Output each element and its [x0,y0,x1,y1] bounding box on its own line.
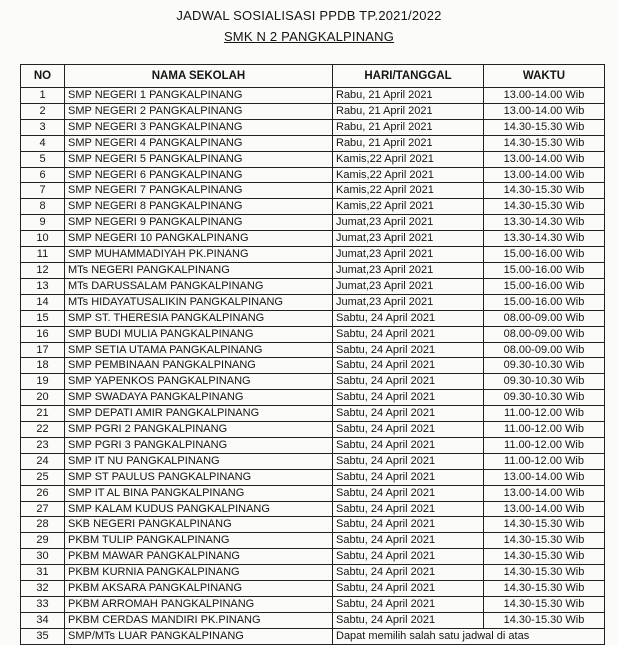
cell-nama-sekolah: SMP NEGERI 10 PANGKALPINANG [65,231,333,247]
cell-hari-tanggal: Sabtu, 24 April 2021 [333,374,484,390]
cell-waktu: 09.30-10.30 Wib [484,358,605,374]
cell-nama-sekolah: SMP NEGERI 1 PANGKALPINANG [65,88,333,104]
table-row [21,612,605,628]
cell-hari-tanggal: Kamis,22 April 2021 [333,183,484,199]
table-row [21,183,605,199]
table-row [21,278,605,294]
table-row [21,469,605,485]
cell-hari-tanggal: Rabu, 21 April 2021 [333,135,484,151]
cell-hari-tanggal: Sabtu, 24 April 2021 [333,342,484,358]
cell-no: 8 [21,199,65,215]
cell-nama-sekolah: SMP IT NU PANGKALPINANG [65,453,333,469]
cell-no: 15 [21,310,65,326]
cell-hari-tanggal: Sabtu, 24 April 2021 [333,533,484,549]
cell-hari-tanggal: Jumat,23 April 2021 [333,247,484,263]
table-body [21,88,605,645]
cell-hari-tanggal: Rabu, 21 April 2021 [333,88,484,104]
cell-no: 19 [21,374,65,390]
cell-waktu: 15.00-16.00 Wib [484,247,605,263]
table-row [21,453,605,469]
table-row [21,262,605,278]
cell-waktu: 11.00-12.00 Wib [484,437,605,453]
cell-no: 10 [21,231,65,247]
cell-no: 1 [21,88,65,104]
table-row [21,103,605,119]
cell-waktu: 14.30-15.30 Wib [484,549,605,565]
cell-nama-sekolah: SMP NEGERI 7 PANGKALPINANG [65,183,333,199]
cell-nama-sekolah: SMP NEGERI 5 PANGKALPINANG [65,151,333,167]
table-row [21,485,605,501]
cell-waktu: 13.30-14.30 Wib [484,231,605,247]
table-row [21,167,605,183]
cell-no: 6 [21,167,65,183]
cell-nama-sekolah: SMP KALAM KUDUS PANGKALPINANG [65,501,333,517]
table-row [21,199,605,215]
cell-no: 4 [21,135,65,151]
cell-waktu: 14.30-15.30 Wib [484,581,605,597]
table-row [21,358,605,374]
table-row [21,135,605,151]
cell-hari-tanggal: Sabtu, 24 April 2021 [333,565,484,581]
table-row [21,88,605,104]
cell-hari-tanggal: Sabtu, 24 April 2021 [333,485,484,501]
cell-nama-sekolah: SMP PEMBINAAN PANGKALPINANG [65,358,333,374]
header-hari-tanggal: HARI/TANGGAL [333,65,484,88]
cell-no: 28 [21,517,65,533]
cell-nama-sekolah: MTs HIDAYATUSALIKIN PANGKALPINANG [65,294,333,310]
cell-waktu: 11.00-12.00 Wib [484,406,605,422]
schedule-table [20,64,605,645]
cell-nama-sekolah: SMP BUDI MULIA PANGKALPINANG [65,326,333,342]
cell-no: 26 [21,485,65,501]
cell-no: 14 [21,294,65,310]
cell-waktu: 13.30-14.30 Wib [484,215,605,231]
cell-hari-tanggal: Sabtu, 24 April 2021 [333,422,484,438]
cell-hari-tanggal: Sabtu, 24 April 2021 [333,326,484,342]
cell-waktu: 14.30-15.30 Wib [484,612,605,628]
cell-hari-tanggal: Sabtu, 24 April 2021 [333,549,484,565]
cell-nama-sekolah: SMP IT AL BINA PANGKALPINANG [65,485,333,501]
cell-hari-tanggal: Sabtu, 24 April 2021 [333,310,484,326]
cell-no: 9 [21,215,65,231]
cell-no: 33 [21,597,65,613]
cell-hari-tanggal: Kamis,22 April 2021 [333,151,484,167]
cell-waktu: 13.00-14.00 Wib [484,103,605,119]
cell-hari-tanggal: Jumat,23 April 2021 [333,278,484,294]
table-row [21,310,605,326]
table-row [21,406,605,422]
cell-waktu: 08.00-09.00 Wib [484,310,605,326]
cell-hari-tanggal: Sabtu, 24 April 2021 [333,453,484,469]
cell-hari-tanggal: Jumat,23 April 2021 [333,262,484,278]
cell-waktu: 11.00-12.00 Wib [484,453,605,469]
cell-no: 17 [21,342,65,358]
cell-nama-sekolah: SMP/MTs LUAR PANGKALPINANG [65,628,333,644]
cell-hari-tanggal: Sabtu, 24 April 2021 [333,406,484,422]
cell-hari-tanggal: Sabtu, 24 April 2021 [333,581,484,597]
table-row [21,326,605,342]
cell-no: 20 [21,390,65,406]
table-row [21,533,605,549]
document-subtitle: SMK N 2 PANGKALPINANG [223,29,395,44]
cell-hari-tanggal: Sabtu, 24 April 2021 [333,469,484,485]
cell-nama-sekolah: SMP NEGERI 6 PANGKALPINANG [65,167,333,183]
cell-hari-tanggal: Sabtu, 24 April 2021 [333,358,484,374]
cell-nama-sekolah: SMP ST PAULUS PANGKALPINANG [65,469,333,485]
table-row [21,342,605,358]
table-row [21,517,605,533]
cell-no: 25 [21,469,65,485]
cell-no: 16 [21,326,65,342]
cell-waktu: 14.30-15.30 Wib [484,517,605,533]
cell-nama-sekolah: PKBM MAWAR PANGKALPINANG [65,549,333,565]
cell-waktu: 14.30-15.30 Wib [484,183,605,199]
cell-no: 7 [21,183,65,199]
cell-waktu: 15.00-16.00 Wib [484,278,605,294]
cell-nama-sekolah: SMP NEGERI 8 PANGKALPINANG [65,199,333,215]
cell-no: 21 [21,406,65,422]
table-row [21,501,605,517]
cell-waktu: 14.30-15.30 Wib [484,135,605,151]
cell-nama-sekolah: SMP SWADAYA PANGKALPINANG [65,390,333,406]
cell-nama-sekolah: SMP SETIA UTAMA PANGKALPINANG [65,342,333,358]
table-row [21,390,605,406]
table-row [21,581,605,597]
cell-waktu: 14.30-15.30 Wib [484,119,605,135]
cell-hari-tanggal: Rabu, 21 April 2021 [333,119,484,135]
cell-no: 22 [21,422,65,438]
table-row [21,549,605,565]
cell-hari-tanggal: Sabtu, 24 April 2021 [333,437,484,453]
cell-waktu: 11.00-12.00 Wib [484,422,605,438]
cell-waktu: 14.30-15.30 Wib [484,597,605,613]
cell-no: 5 [21,151,65,167]
cell-nama-sekolah: PKBM AKSARA PANGKALPINANG [65,581,333,597]
cell-no: 27 [21,501,65,517]
cell-no: 3 [21,119,65,135]
cell-hari-tanggal: Sabtu, 24 April 2021 [333,517,484,533]
cell-hari-tanggal: Kamis,22 April 2021 [333,199,484,215]
cell-nama-sekolah: SMP PGRI 3 PANGKALPINANG [65,437,333,453]
table-row [21,437,605,453]
cell-nama-sekolah: SMP YAPENKOS PANGKALPINANG [65,374,333,390]
table-row [21,247,605,263]
cell-waktu: 09.30-10.30 Wib [484,390,605,406]
cell-no: 30 [21,549,65,565]
cell-waktu: 15.00-16.00 Wib [484,294,605,310]
header-no: NO [21,65,65,88]
table-row [21,374,605,390]
cell-nama-sekolah: SMP NEGERI 3 PANGKALPINANG [65,119,333,135]
cell-waktu: 13.00-14.00 Wib [484,167,605,183]
cell-note: Dapat memilih salah satu jadwal di atas [333,628,605,644]
table-row [21,151,605,167]
cell-nama-sekolah: SMP DEPATI AMIR PANGKALPINANG [65,406,333,422]
cell-nama-sekolah: PKBM CERDAS MANDIRI PK.PINANG [65,612,333,628]
cell-nama-sekolah: SMP NEGERI 4 PANGKALPINANG [65,135,333,151]
cell-waktu: 08.00-09.00 Wib [484,326,605,342]
cell-hari-tanggal: Sabtu, 24 April 2021 [333,501,484,517]
cell-hari-tanggal: Jumat,23 April 2021 [333,294,484,310]
table-row [21,231,605,247]
cell-waktu: 15.00-16.00 Wib [484,262,605,278]
cell-hari-tanggal: Jumat,23 April 2021 [333,215,484,231]
table-row-last [21,628,605,644]
table-row [21,565,605,581]
cell-waktu: 09.30-10.30 Wib [484,374,605,390]
cell-no: 35 [21,628,65,644]
cell-no: 2 [21,103,65,119]
table-row [21,119,605,135]
cell-nama-sekolah: MTs NEGERI PANGKALPINANG [65,262,333,278]
cell-no: 32 [21,581,65,597]
cell-no: 18 [21,358,65,374]
cell-hari-tanggal: Kamis,22 April 2021 [333,167,484,183]
cell-hari-tanggal: Rabu, 21 April 2021 [333,103,484,119]
cell-waktu: 14.30-15.30 Wib [484,199,605,215]
cell-waktu: 13.00-14.00 Wib [484,469,605,485]
cell-nama-sekolah: SMP PGRI 2 PANGKALPINANG [65,422,333,438]
table-row [21,597,605,613]
cell-nama-sekolah: SMP ST. THERESIA PANGKALPINANG [65,310,333,326]
cell-no: 23 [21,437,65,453]
table-row [21,215,605,231]
cell-hari-tanggal: Sabtu, 24 April 2021 [333,390,484,406]
cell-waktu: 14.30-15.30 Wib [484,565,605,581]
cell-waktu: 13.00-14.00 Wib [484,485,605,501]
cell-nama-sekolah: SMP NEGERI 2 PANGKALPINANG [65,103,333,119]
cell-no: 24 [21,453,65,469]
cell-no: 13 [21,278,65,294]
cell-nama-sekolah: PKBM KURNIA PANGKALPINANG [65,565,333,581]
cell-no: 12 [21,262,65,278]
cell-nama-sekolah: SMP NEGERI 9 PANGKALPINANG [65,215,333,231]
cell-hari-tanggal: Sabtu, 24 April 2021 [333,612,484,628]
header-nama-sekolah: NAMA SEKOLAH [65,65,333,88]
cell-no: 11 [21,247,65,263]
cell-nama-sekolah: SMP MUHAMMADIYAH PK.PINANG [65,247,333,263]
cell-no: 29 [21,533,65,549]
cell-waktu: 14.30-15.30 Wib [484,533,605,549]
cell-hari-tanggal: Sabtu, 24 April 2021 [333,597,484,613]
cell-nama-sekolah: SKB NEGERI PANGKALPINANG [65,517,333,533]
cell-nama-sekolah: MTs DARUSSALAM PANGKALPINANG [65,278,333,294]
header-waktu: WAKTU [484,65,605,88]
cell-waktu: 13.00-14.00 Wib [484,88,605,104]
cell-nama-sekolah: PKBM ARROMAH PANGKALPINANG [65,597,333,613]
cell-waktu: 13.00-14.00 Wib [484,501,605,517]
document-title: JADWAL SOSIALISASI PPDB TP.2021/2022 [176,8,442,23]
cell-waktu: 13.00-14.00 Wib [484,151,605,167]
table-row [21,294,605,310]
table-row [21,422,605,438]
cell-nama-sekolah: PKBM TULIP PANGKALPINANG [65,533,333,549]
cell-no: 34 [21,612,65,628]
table-header-row [21,65,605,88]
cell-waktu: 08.00-09.00 Wib [484,342,605,358]
cell-no: 31 [21,565,65,581]
cell-hari-tanggal: Jumat,23 April 2021 [333,231,484,247]
